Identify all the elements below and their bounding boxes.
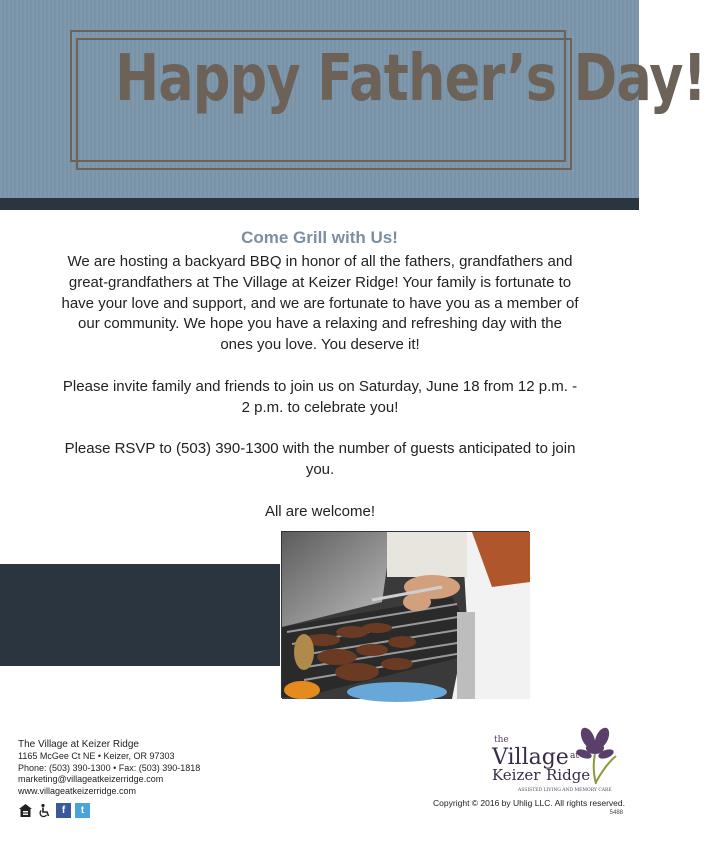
contact-info bbox=[18, 738, 200, 797]
email-link[interactable]: marketing@villageatkeizerridge.com bbox=[18, 774, 164, 784]
facebook-icon[interactable]: f bbox=[56, 803, 71, 818]
document-code: 5488 bbox=[609, 810, 623, 816]
header-divider-bar bbox=[0, 198, 639, 210]
copyright-notice: Copyright © 2016 by Uhlig LLC. All rights reserved. bbox=[433, 798, 625, 808]
logo-keizer: Keizer bbox=[492, 766, 541, 784]
invite-paragraph: Please invite family and friends to join us on Saturday, June 18 from 12 p.m. - 2 p.m. to celebrate you! bbox=[62, 377, 578, 416]
village-logo bbox=[488, 724, 628, 794]
grill-illustration bbox=[282, 532, 530, 699]
phone-fax: Phone: (503) 390-1300 • Fax: (503) 390-1818 bbox=[18, 762, 201, 773]
footer-icons bbox=[18, 803, 90, 818]
logo-at: at bbox=[570, 751, 579, 761]
subheading: Come Grill with Us! bbox=[241, 228, 398, 247]
welcome-paragraph: All are welcome! bbox=[264, 502, 376, 520]
bbq-grill-photo bbox=[281, 531, 529, 698]
org-name: The Village at Keizer Ridge bbox=[18, 739, 139, 750]
logo-village: Village bbox=[492, 745, 569, 770]
header-banner bbox=[0, 0, 706, 198]
rsvp-paragraph: Please RSVP to (503) 390-1300 with the number of guests anticipated to join you. bbox=[64, 440, 576, 478]
equal-housing-icon bbox=[18, 803, 33, 818]
body-text bbox=[60, 252, 580, 543]
headline: Happy Father’s Day! bbox=[115, 42, 706, 116]
logo-tagline: ASSISTED LIVING AND MEMORY CARE bbox=[518, 788, 612, 793]
accessibility-icon bbox=[37, 803, 52, 818]
logo-ridge: Ridge bbox=[546, 766, 591, 784]
website-link[interactable]: www.villageatkeizerridge.com bbox=[18, 785, 137, 796]
address: 1165 McGee Ct NE • Keizer, OR 97303 bbox=[18, 751, 175, 761]
decorative-navy-block bbox=[0, 564, 280, 666]
twitter-icon[interactable]: t bbox=[75, 803, 90, 818]
intro-paragraph: We are hosting a backyard BBQ in honor of all the fathers, grandfathers and great-grandfathers at The Village at Keizer Ridge! Your family is fortunate to have your love and support, and we are fortunate to have you as a member of our community. We hope you have a relaxing and refreshing day with the ones you love. You deserve it! bbox=[61, 253, 579, 354]
logo-the: the bbox=[494, 735, 509, 745]
